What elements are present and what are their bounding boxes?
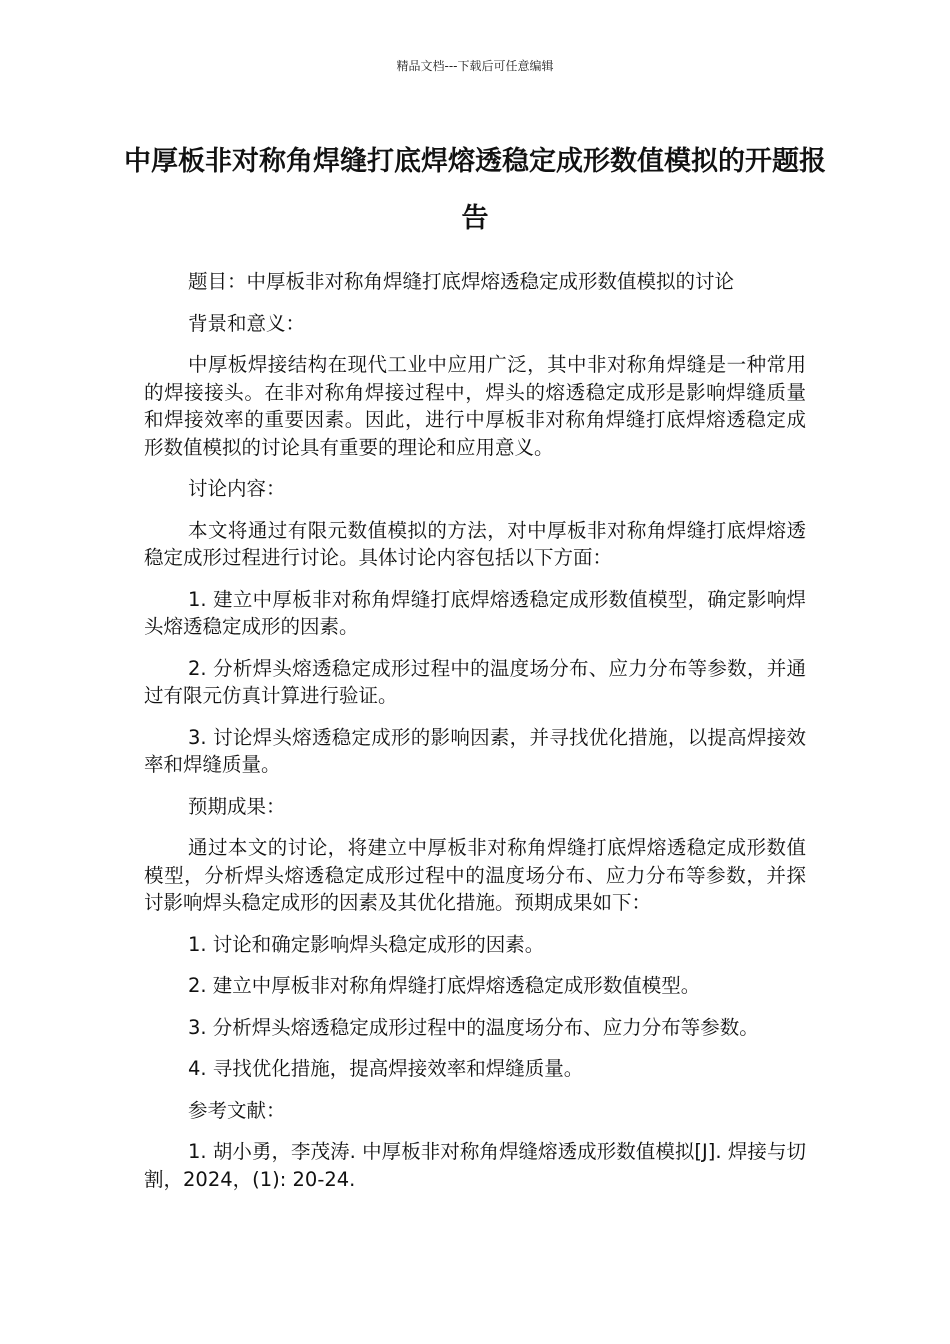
section-heading-content: 讨论内容： <box>188 477 286 500</box>
content-intro-paragraph: 本文将通过有限元数值模拟的方法，对中厚板非对称角焊缝打底焊熔透稳定成形过程进行讨论。具体讨论内容包括以下方面： <box>144 518 806 569</box>
outcomes-intro-paragraph: 通过本文的讨论，将建立中厚板非对称角焊缝打底焊熔透稳定成形数值模型，分析焊头熔透稳定成形过程中的温度场分布、应力分布等参数，并探讨影响焊头稳定成形的因素及其优化措施。预期成果如下： <box>144 836 806 914</box>
section-heading-references: 参考文献： <box>188 1098 286 1122</box>
document-body <box>144 268 806 1207</box>
topic-line: 题目：中厚板非对称角焊缝打底焊熔透稳定成形数值模拟的讨论 <box>188 270 735 293</box>
section-heading-background: 背景和意义： <box>188 311 306 335</box>
reference-item-1: 1. 胡小勇，李茂涛. 中厚板非对称角焊缝熔透成形数值模拟[J]. 焊接与切割，2024，(1): 20-24. <box>144 1140 806 1191</box>
content-item-3: 3. 讨论焊头熔透稳定成形的影响因素，并寻找优化措施，以提高焊接效率和焊缝质量。 <box>144 725 806 776</box>
outcome-item-3: 3. 分析焊头熔透稳定成形过程中的温度场分布、应力分布等参数。 <box>188 1015 759 1039</box>
outcome-item-1: 1. 讨论和确定影响焊头稳定成形的因素。 <box>188 932 545 956</box>
section-heading-outcomes: 预期成果： <box>188 794 286 818</box>
document-title: 中厚板非对称角焊缝打底焊熔透稳定成形数值模拟的开题报告 <box>124 146 826 234</box>
outcome-item-2: 2. 建立中厚板非对称角焊缝打底焊熔透稳定成形数值模型。 <box>188 974 701 997</box>
content-item-2: 2. 分析焊头熔透稳定成形过程中的温度场分布、应力分布等参数，并通过有限元仿真计算进行验证。 <box>144 656 806 707</box>
header-note: 精品文档---下载后可任意编辑 <box>396 59 554 73</box>
background-paragraph: 中厚板焊接结构在现代工业中应用广泛，其中非对称角焊缝是一种常用的焊接接头。在非对称角焊接过程中，焊头的熔透稳定成形是影响焊缝质量和焊接效率的重要因素。因此，进行中厚板非对称角焊缝打底焊熔透稳定成形数值模拟的讨论具有重要的理论和应用意义。 <box>144 353 806 459</box>
outcome-item-4: 4. 寻找优化措施，提高焊接效率和焊缝质量。 <box>188 1057 584 1080</box>
content-item-1: 1. 建立中厚板非对称角焊缝打底焊熔透稳定成形数值模型，确定影响焊头熔透稳定成形的因素。 <box>144 587 806 638</box>
